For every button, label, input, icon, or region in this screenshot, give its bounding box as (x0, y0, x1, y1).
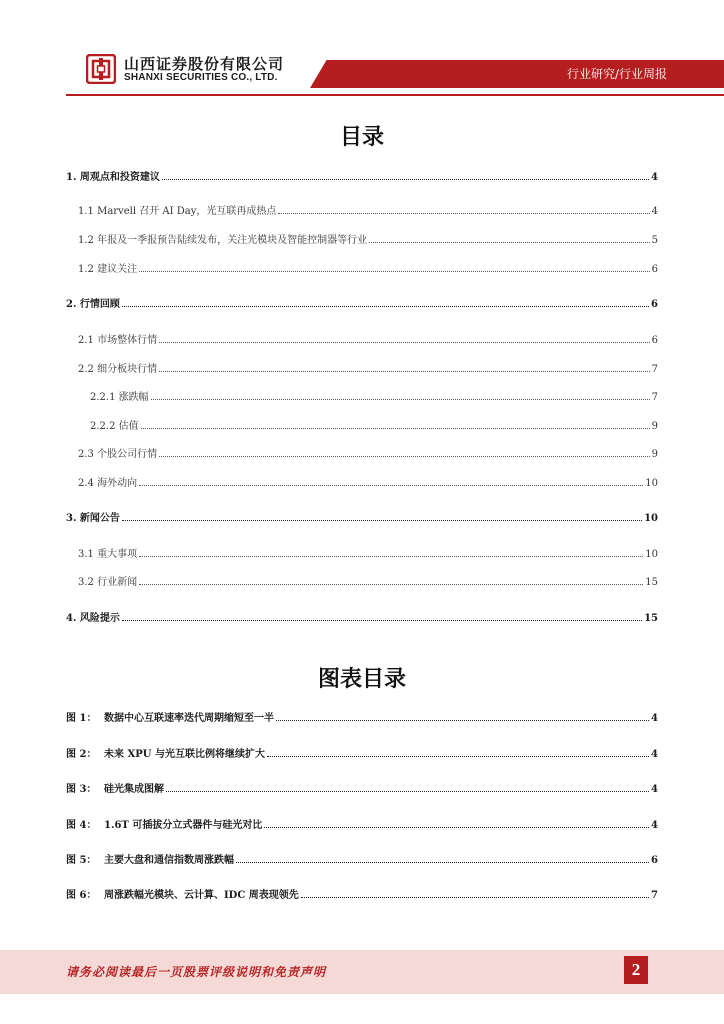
figure-number: 图 2： (66, 749, 97, 760)
figure-entry[interactable] (66, 744, 658, 760)
toc-entry[interactable] (78, 330, 658, 346)
toc-entry[interactable] (66, 508, 658, 524)
toc-entry-label: 3. 新闻公告 (66, 513, 120, 524)
leader-dots (236, 861, 649, 863)
figure-page: 6 (651, 855, 658, 866)
header-divider (66, 94, 724, 96)
toc-entry-label: 3.2 行业新闻 (78, 577, 138, 588)
toc-entry-label: 2.2 细分板块行情 (78, 364, 158, 375)
leader-dots (139, 270, 650, 272)
toc-entry-page: 6 (651, 299, 658, 310)
toc-entry[interactable] (78, 473, 658, 489)
toc-entry-label: 1.2 建议关注 (78, 264, 138, 275)
toc-entry-label: 2.1 市场整体行情 (78, 335, 158, 346)
leader-dots (278, 212, 649, 214)
toc-entry[interactable] (66, 294, 658, 310)
figure-entry[interactable] (66, 708, 658, 724)
figure-entry[interactable] (66, 779, 658, 795)
leader-dots (122, 619, 642, 621)
company-name-en: SHANXI SECURITIES CO., LTD. (124, 72, 278, 83)
figure-list-title: 图表目录 (317, 667, 406, 692)
toc-entry-page: 5 (651, 235, 658, 246)
toc-entry-page: 9 (651, 421, 658, 432)
figure-label: 数据中心互联速率迭代周期缩短至一半 (104, 713, 274, 724)
figure-page: 4 (651, 820, 658, 831)
toc-entry[interactable] (90, 416, 658, 432)
toc-entry-label: 1.1 Marvell 召开 AI Day，光互联再成热点 (78, 206, 277, 217)
toc-entry[interactable] (78, 444, 658, 460)
page-header (0, 0, 724, 96)
toc-entry-page: 10 (644, 513, 658, 524)
figure-page: 7 (651, 890, 658, 901)
figure-label: 主要大盘和通信指数周涨跌幅 (104, 855, 234, 866)
leader-dots (159, 341, 650, 343)
figure-entry[interactable] (66, 850, 658, 866)
leader-dots (141, 427, 650, 429)
toc-entry[interactable] (78, 572, 658, 588)
toc-entry-label: 2.2.1 涨跌幅 (90, 392, 149, 403)
toc-entry-page: 7 (651, 364, 658, 375)
leader-dots (264, 826, 649, 828)
toc-entry-label: 2.3 个股公司行情 (78, 449, 158, 460)
company-logo-icon (86, 54, 116, 84)
toc-entry-label: 2. 行情回顾 (66, 299, 120, 310)
toc-entry-page: 6 (651, 264, 658, 275)
toc-entry-page: 4 (651, 206, 658, 217)
toc-entry-label: 2.4 海外动向 (78, 478, 138, 489)
toc-entry[interactable] (78, 259, 658, 275)
toc-entry[interactable] (78, 230, 658, 246)
toc-title: 目录 (339, 125, 384, 150)
toc-entry-label: 2.2.2 估值 (90, 421, 139, 432)
leader-dots (139, 583, 643, 585)
figure-entry[interactable] (66, 885, 658, 901)
toc-entry-label: 1. 周观点和投资建议 (66, 172, 160, 183)
figure-number: 图 4： (66, 820, 97, 831)
toc-entry-label: 3.1 重大事项 (78, 549, 138, 560)
leader-dots (301, 896, 649, 898)
figure-label: 周涨跌幅光模块、云计算、IDC 周表现领先 (104, 890, 299, 901)
leader-dots (151, 398, 650, 400)
toc-entry[interactable] (78, 359, 658, 375)
figure-page: 4 (651, 784, 658, 795)
toc-entry-page: 15 (645, 577, 658, 588)
leader-dots (267, 755, 649, 757)
leader-dots (122, 305, 649, 307)
toc-entry-page: 6 (651, 335, 658, 346)
figure-number: 图 6： (66, 890, 97, 901)
leader-dots (139, 555, 643, 557)
leader-dots (369, 241, 650, 243)
figure-number: 图 3： (66, 784, 97, 795)
figure-label: 未来 XPU 与光互联比例将继续扩大 (104, 749, 265, 760)
figure-number: 图 1： (66, 713, 97, 724)
leader-dots (159, 370, 650, 372)
report-type-label: 行业研究/行业周报 (566, 67, 667, 81)
figure-page: 4 (651, 713, 658, 724)
toc-entry-label: 4. 风险提示 (66, 613, 120, 624)
toc-entry-page: 7 (651, 392, 658, 403)
figure-label: 硅光集成图解 (104, 784, 164, 795)
toc-entry-page: 4 (651, 172, 658, 183)
toc-entry[interactable] (90, 387, 658, 403)
leader-dots (159, 455, 650, 457)
figure-number: 图 5： (66, 855, 97, 866)
toc-entry[interactable] (66, 608, 658, 624)
leader-dots (139, 484, 643, 486)
toc-entry[interactable] (78, 201, 658, 217)
page-number: 2 (624, 956, 648, 984)
figure-label: 1.6T 可插拔分立式器件与硅光对比 (104, 820, 263, 831)
leader-dots (162, 178, 649, 180)
footer-disclaimer: 请务必阅读最后一页股票评级说明和免责声明 (66, 965, 327, 979)
toc-entry-page: 15 (644, 613, 658, 624)
leader-dots (276, 719, 649, 721)
toc-entry[interactable] (78, 544, 658, 560)
toc-entry-page: 10 (645, 549, 658, 560)
toc-entry-page: 9 (651, 449, 658, 460)
leader-dots (166, 790, 649, 792)
toc-entry[interactable] (66, 167, 658, 183)
figure-page: 4 (651, 749, 658, 760)
toc-entry-page: 10 (645, 478, 658, 489)
figure-entry[interactable] (66, 815, 658, 831)
toc-entry-label: 1.2 年报及一季报预告陆续发布，关注光模块及智能控制器等行业 (78, 235, 368, 246)
leader-dots (122, 519, 642, 521)
company-name-cn: 山西证券股份有限公司 (124, 55, 285, 73)
